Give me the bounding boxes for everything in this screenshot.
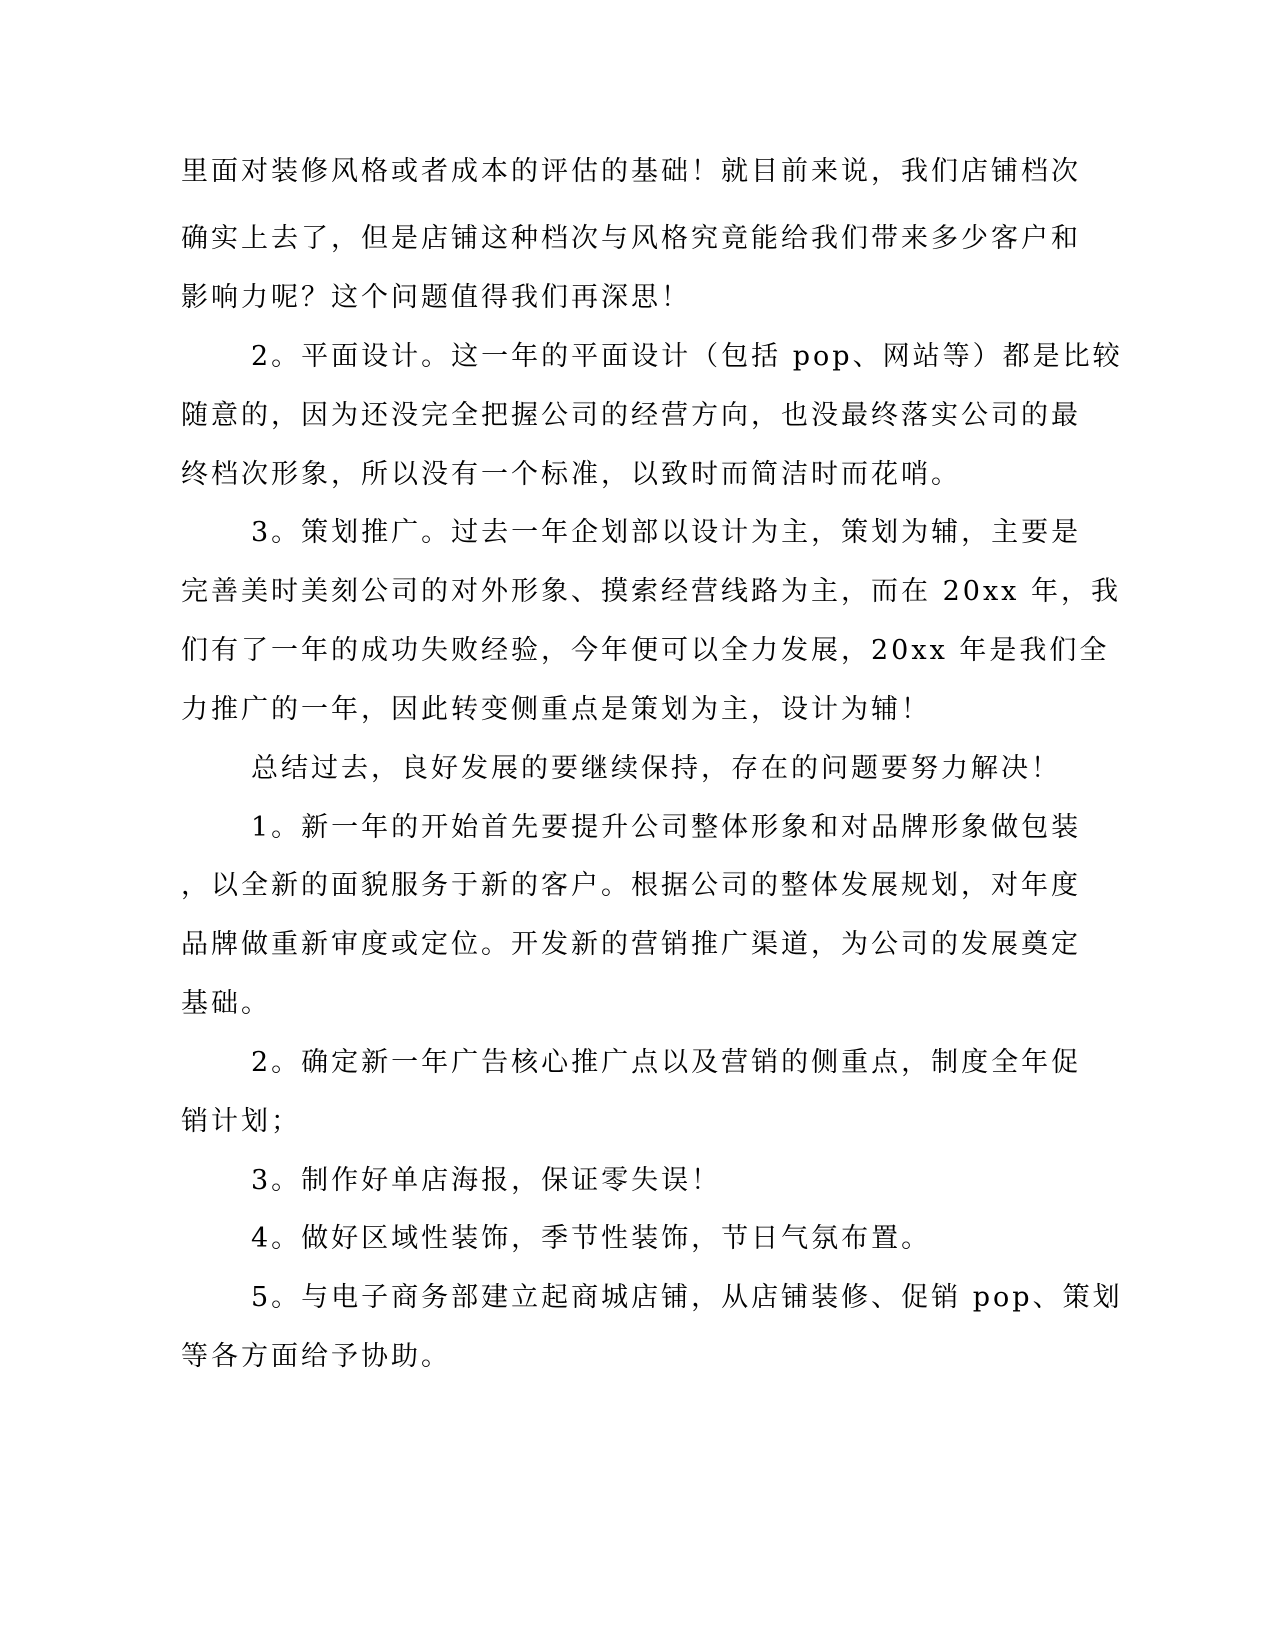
text-line: 完善美时美刻公司的对外形象、摸索经营线路为主，而在 20xx 年，我 — [181, 576, 1121, 607]
text-line: 总结过去，良好发展的要继续保持，存在的问题要努力解决！ — [251, 753, 1061, 784]
text-line: 力推广的一年，因此转变侧重点是策划为主，设计为辅！ — [181, 694, 931, 725]
text-line: 4。做好区域性装饰，季节性装饰，节日气氛布置。 — [251, 1223, 932, 1254]
text-line: 确实上去了，但是店铺这种档次与风格究竟能给我们带来多少客户和 — [181, 223, 1081, 254]
text-line: 销计划； — [181, 1106, 301, 1137]
text-line: 们有了一年的成功失败经验，今年便可以全力发展，20xx 年是我们全 — [181, 635, 1110, 666]
text-line: 品牌做重新审度或定位。开发新的营销推广渠道，为公司的发展奠定 — [181, 929, 1081, 960]
text-line: 影响力呢？这个问题值得我们再深思！ — [181, 282, 691, 313]
text-line: 等各方面给予协助。 — [181, 1341, 451, 1372]
text-line: 3。策划推广。过去一年企划部以设计为主，策划为辅，主要是 — [251, 517, 1082, 548]
text-line: 里面对装修风格或者成本的评估的基础！就目前来说，我们店铺档次 — [181, 156, 1081, 187]
text-line: 5。与电子商务部建立起商城店铺，从店铺装修、促销 pop、策划 — [251, 1282, 1123, 1313]
text-line: 随意的，因为还没完全把握公司的经营方向，也没最终落实公司的最 — [181, 400, 1081, 431]
text-line: 1。新一年的开始首先要提升公司整体形象和对品牌形象做包装 — [251, 812, 1082, 843]
text-line: 2。确定新一年广告核心推广点以及营销的侧重点，制度全年促 — [251, 1047, 1082, 1078]
text-line: 终档次形象，所以没有一个标准，以致时而简洁时而花哨。 — [181, 459, 961, 490]
text-line: 2。平面设计。这一年的平面设计（包括 pop、网站等）都是比较 — [251, 341, 1123, 372]
text-line: 基础。 — [181, 988, 271, 1019]
text-line: ，以全新的面貌服务于新的客户。根据公司的整体发展规划，对年度 — [181, 870, 1081, 901]
text-line: 3。制作好单店海报，保证零失误！ — [251, 1165, 722, 1196]
